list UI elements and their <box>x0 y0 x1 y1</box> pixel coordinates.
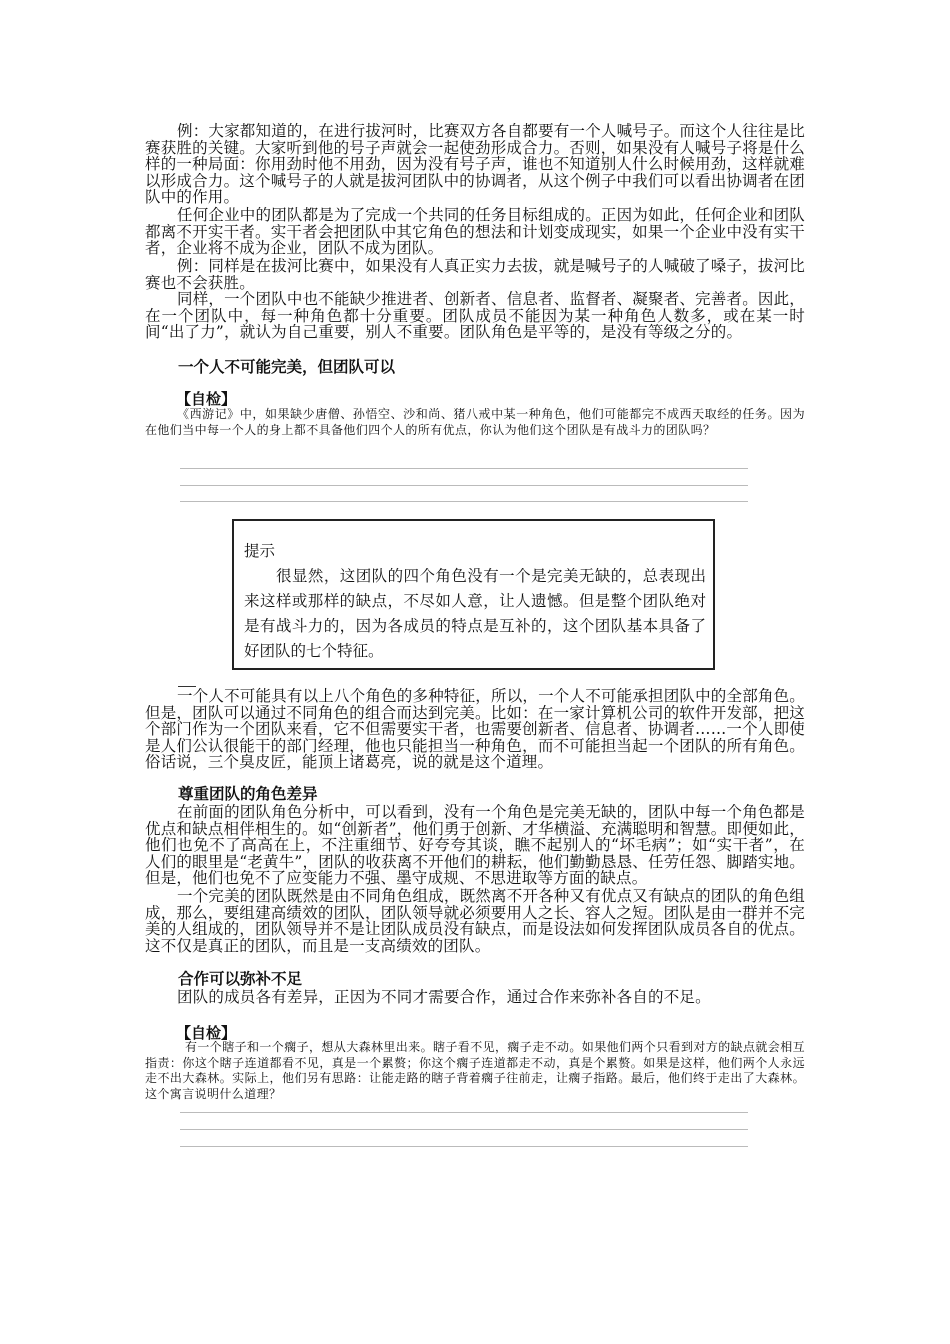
self-check-question-1: 《西游记》中，如果缺少唐僧、孙悟空、沙和尚、猪八戒中某一种角色，他们可能都完不成西天取经的任务。因为在他们当中每一个人的身上都不具备他们四个人的所有优点，你认为他们这个团队是有战斗力的团队吗？ <box>145 407 805 437</box>
hint-box <box>232 519 715 670</box>
paragraph-implementer-example: 例：同样是在拔河比赛中，如果没有人真正实力去拔，就是喊号子的人喊破了嗓子，拔河比赛也不会获胜。 <box>145 257 806 292</box>
paragraph-tug-of-war-example: 例：大家都知道的，在进行拔河时，比赛双方各自都要有一个人喊号子。而这个人往往是比赛获胜的关键。大家听到他的号子声就会一起使劲形成合力。否则，如果没有人喊号子将是什么样的一种局面：你用劲时他不用劲，因为没有号子声，谁也不知道别人什么时候用劲，这样就难以形成合力。这个喊号子的人就是拔河团队中的协调者，从这个例子中我们可以看出协调者在团队中的作用。 <box>145 122 806 206</box>
paragraph-high-performance-team: 一个完美的团队既然是由不同角色组成，既然离不开各种又有优点又有缺点的团队的角色组成，那么，要组建高绩效的团队，团队领导就必须要用人之长、容人之短。团队是由一群并不完美的人组成的，团队领导并不是让团队成员没有缺点，而是设法如何发挥团队成员各自的优点。这不仅是真正的团队，而且是一支高绩效的团队。 <box>145 887 806 955</box>
answer-line <box>180 1146 748 1147</box>
paragraph-roles-equal: 同样，一个团队中也不能缺少推进者、创新者、信息者、监督者、凝聚者、完善者。因此，在一个团队中，每一种角色都十分重要。团队成员不能因为某一种角色人数多，或在某一时间“出了力”，就认为自己重要，别人不重要。团队角色是平等的，是没有等级之分的。 <box>145 290 806 341</box>
heading-respect-differences: 尊重团队的角色差异 <box>178 785 318 803</box>
self-check-label-1: 【自检】 <box>176 390 237 408</box>
answer-line <box>180 468 748 469</box>
hint-body: 很显然，这团队的四个角色没有一个是完美无缺的，总表现出来这样或那样的缺点，不尽如人意，让人遗憾。但是整个团队绝对是有战斗力的，因为各成员的特点是互补的，这个团队基本具备了好团队的七个特征。 <box>244 567 706 660</box>
answer-line <box>180 1129 748 1130</box>
paragraph-cooperation: 团队的成员各有差异，正因为不同才需要合作，通过合作来弥补各自的不足。 <box>177 988 711 1006</box>
answer-line <box>180 485 748 486</box>
paragraph-role-strengths-weaknesses: 在前面的团队角色分析中，可以看到，没有一个角色是完美无缺的，团队中每一个角色都是优点和缺点相伴相生的。如“创新者”，他们勇于创新、才华横溢、充满聪明和智慧。即便如此，他们也免不了高高在上，不注重细节、好夸夸其谈，瞧不起别人的“坏毛病”；如“实干者”，在人们的眼里是“老黄牛”，团队的收获离不开他们的耕耘，他们勤勤恳恳、任劳任怨、脚踏实地。但是，他们也免不了应变能力不强、墨守成规、不思进取等方面的缺点。 <box>145 803 806 887</box>
paragraph-team-completeness: 一个人不可能具有以上八个角色的多种特征，所以，一个人不可能承担团队中的全部角色。但是，团队可以通过不同角色的组合而达到完美。比如：在一家计算机公司的软件开发部，把这个部门作为一个团队来看，它不但需要实干者，也需要创新者、信息者、协调者……一个人即使是人们公认很能干的部门经理，他也只能担当一种角色，而不可能担当起一个团队的所有角色。俗话说，三个臭皮匠，能顶上诸葛亮，说的就是这个道理。 <box>145 687 806 771</box>
heading-cooperation: 合作可以弥补不足 <box>178 970 303 988</box>
hint-title: 提示 <box>244 542 276 560</box>
paragraph-implementer: 任何企业中的团队都是为了完成一个共同的任务目标组成的。正因为如此，任何企业和团队都离不开实干者。实干者会把团队中其它角色的想法和计划变成现实，如果一个企业中没有实干者，企业将不成为企业，团队不成为团队。 <box>145 206 806 257</box>
answer-line <box>180 1112 748 1113</box>
heading-nobody-perfect: 一个人不可能完美，但团队可以 <box>178 358 396 376</box>
answer-line <box>180 501 748 502</box>
self-check-question-2: 有一个瞎子和一个瘸子，想从大森林里出来。瞎子看不见，瘸子走不动。如果他们两个只看到对方的缺点就会相互指责：你这个瞎子连道都看不见，真是一个累赘；你这个瘸子连道都走不动，真是个累赘。如果是这样，他们两个人永远走不出大森林。实际上，他们另有思路：让能走路的瞎子背着瘸子往前走，让瘸子指路。最后，他们终于走出了大森林。这个寓言说明什么道理？ <box>145 1040 806 1101</box>
self-check-label-2: 【自检】 <box>176 1024 237 1042</box>
